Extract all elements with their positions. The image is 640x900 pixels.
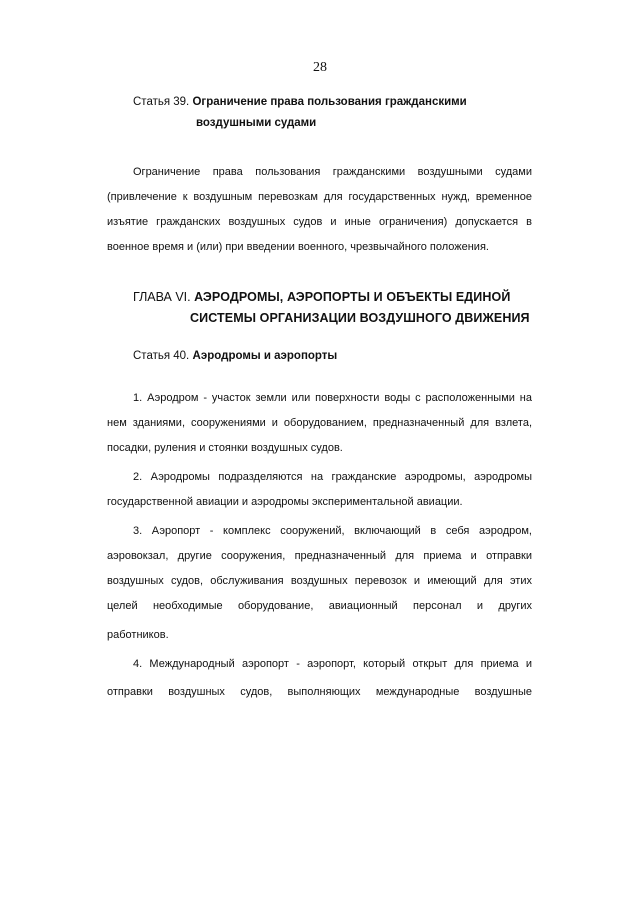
article-40-p2-line-2: государственной авиации и аэродромы экспериментальной авиации. bbox=[107, 496, 463, 508]
article-40-p4-line-2: отправки воздушных судов, выполняющих международные воздушные bbox=[107, 686, 532, 698]
article-40-prefix: Статья 40. bbox=[133, 350, 190, 362]
chapter-6-title-line2-row bbox=[190, 311, 530, 325]
article-39-title-line1: Ограничение права пользования гражданскими bbox=[192, 96, 467, 108]
article-39-line-4: военное время и (или) при введении военного, чрезвычайного положения. bbox=[107, 241, 489, 253]
article-40-p2-line-1: 2. Аэродромы подразделяются на гражданские аэродромы, аэродромы bbox=[133, 471, 532, 483]
article-40-p1-line-1: 1. Аэродром - участок земли или поверхности воды с расположенными на bbox=[133, 392, 532, 404]
chapter-6-title-line2: СИСТЕМЫ ОРГАНИЗАЦИИ ВОЗДУШНОГО ДВИЖЕНИЯ bbox=[190, 311, 530, 325]
article-39-line-3: изъятие гражданских воздушных судов и иные ограничения) допускается в bbox=[107, 216, 532, 228]
article-40-p3-line-4: целей необходимые оборудование, авиационный персонал и других bbox=[107, 600, 532, 612]
article-40-title: Аэродромы и аэропорты bbox=[192, 350, 338, 362]
chapter-6-title-line1: АЭРОДРОМЫ, АЭРОПОРТЫ И ОБЪЕКТЫ ЕДИНОЙ bbox=[194, 290, 511, 304]
chapter-6-prefix: ГЛАВА VI. bbox=[133, 290, 191, 304]
chapter-6-heading bbox=[133, 290, 510, 304]
article-40-p3-line-5: работников. bbox=[107, 629, 169, 641]
article-40-p4-line-1: 4. Международный аэропорт - аэропорт, который открыт для приема и bbox=[133, 658, 532, 670]
article-40-p3-line-2: аэровокзал, другие сооружения, предназначенный для приема и отправки bbox=[107, 550, 532, 562]
article-39-title-line2-row bbox=[196, 117, 316, 129]
article-39-heading bbox=[133, 96, 467, 108]
article-40-p3-line-1: 3. Аэропорт - комплекс сооружений, включающий в себя аэродром, bbox=[133, 525, 532, 537]
article-39-line-1: Ограничение права пользования гражданскими воздушными судами bbox=[133, 166, 532, 178]
article-39-title-line2: воздушными судами bbox=[196, 117, 317, 129]
article-40-p3-line-3: воздушных судов, обслуживания воздушных перевозок и имеющий для этих bbox=[107, 575, 532, 587]
article-40-heading bbox=[133, 350, 337, 362]
article-39-prefix: Статья 39. bbox=[133, 96, 190, 108]
article-39-line-2: (привлечение к воздушным перевозкам для государственных нужд, временное bbox=[107, 191, 532, 203]
article-40-p1-line-3: посадки, руления и стоянки воздушных судов. bbox=[107, 442, 343, 454]
article-40-p1-line-2: нем зданиями, сооружениями и оборудованием, предназначенный для взлета, bbox=[107, 417, 532, 429]
page-number: 28 bbox=[313, 60, 327, 75]
